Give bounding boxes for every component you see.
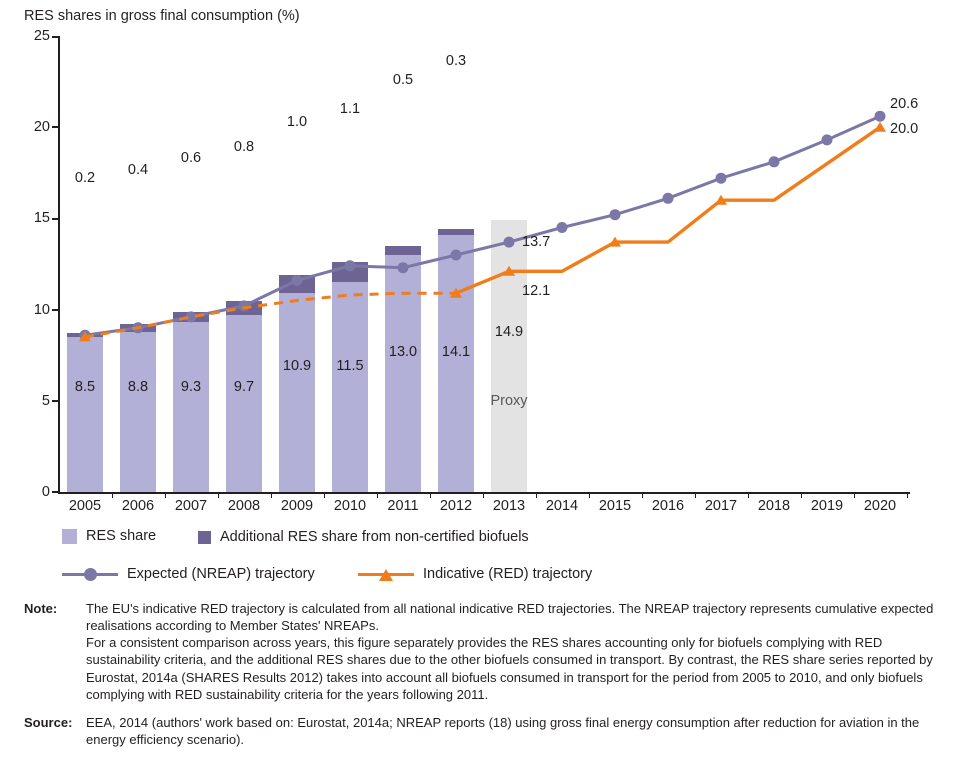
legend-row-bars (58, 524, 910, 558)
x-tick-mark (536, 492, 538, 498)
x-tick-mark (112, 492, 114, 498)
legend-label: RES share (86, 528, 157, 544)
note-block (24, 600, 952, 703)
legend-label: Expected (NREAP) trajectory (127, 566, 315, 582)
x-tick-label: 2017 (704, 498, 738, 514)
value-label-additional: 1.1 (339, 101, 361, 117)
legend-item-res-share (62, 528, 156, 544)
x-tick-label: 2016 (651, 498, 685, 514)
value-label-additional: 0.3 (445, 53, 467, 69)
y-tick-label: 20 (33, 119, 50, 136)
x-tick-label: 2020 (863, 498, 897, 514)
x-tick-label: 2019 (810, 498, 844, 514)
red-end-label: 20.0 (890, 121, 919, 137)
x-tick-mark (218, 492, 220, 498)
plot-area (33, 28, 919, 514)
y-tick-label: 0 (41, 484, 50, 500)
legend-item-red (358, 566, 592, 582)
note-paragraph-2: For a consistent comparison across years, this figure separately provides the RES shares accounting only for biofuels complying with RED sustainability criteria, and the additional RES shares due to the other biofuels consumed in transport. By contrast, the RES share series reported by Eurostat, 2014a (SHARES Results 2012) takes into account all biofuels consumed in transport for the period from 2005 to 2010, and only biofuels complying with RED sustainability criteria for the years following 2011. (86, 635, 933, 702)
nreap-end-label: 20.6 (890, 96, 919, 112)
x-tick-label: 2013 (492, 498, 526, 514)
source-label: Source: (24, 714, 73, 730)
x-tick-label: 2010 (333, 498, 367, 514)
x-tick-mark (907, 492, 909, 498)
x-tick-label: 2018 (757, 498, 791, 514)
x-tick-label: 2008 (227, 498, 261, 514)
x-tick-mark (589, 492, 591, 498)
res-share-swatch (62, 529, 77, 544)
note-text (86, 600, 952, 703)
x-tick-mark (324, 492, 326, 498)
x-tick-mark (642, 492, 644, 498)
value-label-res-share: 9.7 (233, 379, 255, 395)
y-tick-label: 5 (41, 392, 50, 409)
x-tick-mark (695, 492, 697, 498)
red-2013-label: 12.1 (522, 283, 551, 299)
x-tick-mark (483, 492, 485, 498)
x-tick-mark (748, 492, 750, 498)
value-label-additional: 0.5 (392, 72, 414, 88)
legend-item-nreap (62, 566, 315, 582)
value-label-res-share: 14.1 (441, 344, 471, 360)
proxy-annotation: Proxy (490, 393, 528, 409)
value-label-additional: 1.0 (286, 114, 308, 130)
nreap-trajectory-markers (80, 111, 886, 341)
source-text: EEA, 2014 (authors' work based on: Eurostat, 2014a; NREAP reports (18) using gross final energy consumption after reduction for aviation in the energy efficiency scenario). (86, 714, 920, 748)
footnotes (24, 600, 952, 759)
value-label-additional: 0.8 (233, 139, 255, 155)
value-label-res-share: 11.5 (336, 358, 364, 374)
y-tick-label: 25 (33, 28, 50, 44)
chart-legend (58, 524, 910, 592)
note-paragraph-1: The EU's indicative RED trajectory is calculated from all national indicative RED trajectories. The NREAP trajectory represents cumulative expected realisations according to Member States' NREAPs. (86, 601, 934, 634)
x-tick-label: 2012 (439, 498, 473, 514)
x-tick-label: 2009 (280, 498, 314, 514)
legend-item-additional-res (198, 529, 529, 545)
note-label: Note: (24, 601, 58, 616)
source-block (24, 714, 952, 748)
value-label-res-share: 8.5 (74, 379, 96, 395)
x-tick-mark (854, 492, 856, 498)
legend-row-lines (58, 558, 910, 592)
x-tick-mark (165, 492, 167, 498)
value-label-additional: 0.6 (180, 150, 202, 166)
y-tick-label: 15 (33, 210, 50, 227)
x-tick-label: 2006 (121, 498, 155, 514)
chart-axis-title: RES shares in gross final consumption (%) (24, 8, 300, 24)
x-tick-mark (271, 492, 273, 498)
value-label-res-share: 10.9 (282, 358, 312, 374)
value-label-additional: 0.2 (74, 170, 96, 186)
value-label-additional: 0.4 (127, 162, 149, 178)
x-tick-label: 2007 (174, 498, 208, 514)
nreap-line-swatch (62, 567, 118, 581)
y-tick-label: 10 (33, 301, 50, 318)
nreap-2013-label: 13.7 (522, 234, 551, 250)
x-tick-mark (377, 492, 379, 498)
legend-label: Indicative (RED) trajectory (423, 566, 593, 582)
x-tick-mark (801, 492, 803, 498)
x-tick-label: 2011 (387, 498, 419, 514)
value-label-res-share: 13.0 (388, 344, 418, 360)
x-tick-mark (430, 492, 432, 498)
value-label-res-share: 9.3 (180, 379, 202, 395)
legend-label: Additional RES share from non-certified biofuels (220, 529, 529, 545)
value-label-proxy: 14.9 (494, 324, 524, 340)
trajectory-lines (58, 36, 910, 492)
nreap-trajectory-line (85, 116, 880, 335)
x-tick-label: 2005 (68, 498, 102, 514)
value-label-res-share: 8.8 (127, 379, 149, 395)
red-line-swatch (358, 567, 414, 581)
additional-res-swatch (198, 531, 211, 544)
x-tick-label: 2015 (598, 498, 632, 514)
x-axis (58, 492, 910, 494)
red-trajectory-line-solid (456, 127, 880, 293)
x-tick-label: 2014 (545, 498, 579, 514)
